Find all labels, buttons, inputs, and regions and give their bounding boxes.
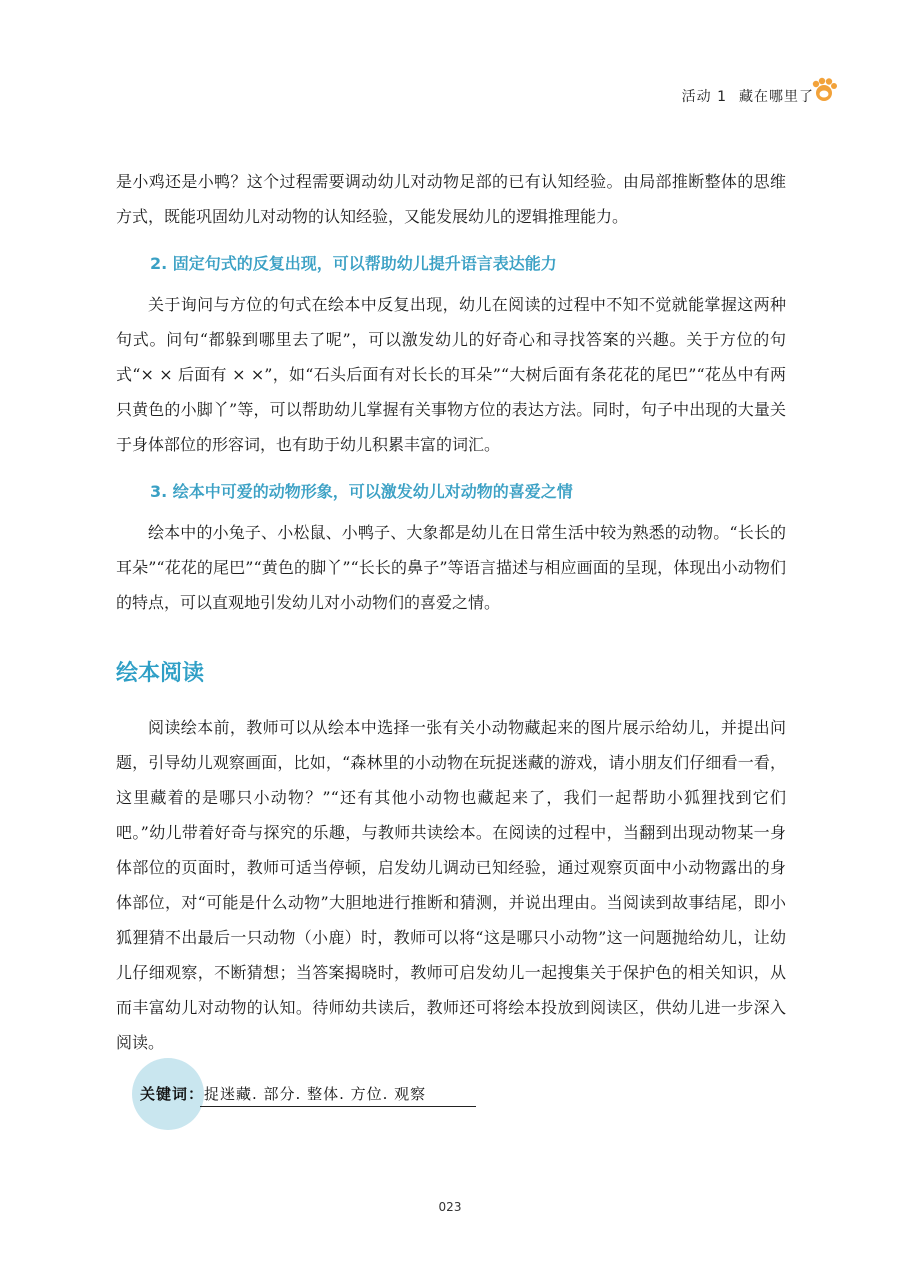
activity-number: 活动 1 <box>681 89 727 105</box>
running-header <box>682 86 814 106</box>
paragraph-3: 绘本中的小兔子、小松鼠、小鸭子、大象都是幼儿在日常生活中较为熟悉的动物。“长长的耳朵”“花花的尾巴”“黄色的脚丫”“长长的鼻子”等语言描述与相应画面的呈现，体现出小动物们的特点，可以直观地引发幼儿对小动物们的喜爱之情。 <box>116 523 786 612</box>
keywords-box <box>128 1058 548 1138</box>
paw-icon <box>810 76 838 104</box>
activity-title: 藏在哪里了 <box>739 89 814 105</box>
page-number: 023 <box>438 1200 462 1214</box>
subheading-3: 3. 绘本中可爱的动物形象，可以激发幼儿对动物的喜爱之情 <box>150 482 573 501</box>
section-heading-reading: 绘本阅读 <box>116 661 205 686</box>
page-body <box>116 164 786 1060</box>
keywords-list: 捉迷藏. 部分. 整体. 方位. 观察 <box>204 1085 427 1103</box>
paragraph-2: 关于询问与方位的句式在绘本中反复出现，幼儿在阅读的过程中不知不觉就能掌握这两种句式。问句“都躲到哪里去了呢”，可以激发幼儿的好奇心和寻找答案的兴趣。关于方位的句式“× × 后面有 × ×”，如“石头后面有对长长的耳朵”“大树后面有条花花的尾巴”“花丛中有两只黄色的小脚丫”等，可以帮助幼儿掌握有关事物方位的表达方法。同时，句子中出现的大量关于身体部位的形容词，也有助于幼儿积累丰富的词汇。 <box>116 295 786 454</box>
paragraph-4: 阅读绘本前，教师可以从绘本中选择一张有关小动物藏起来的图片展示给幼儿，并提出问题，引导幼儿观察画面，比如，“森林里的小动物在玩捉迷藏的游戏，请小朋友们仔细看一看，这里藏着的是哪只小动物？”“还有其他小动物也藏起来了，我们一起帮助小狐狸找到它们吧。”幼儿带着好奇与探究的乐趣，与教师共读绘本。在阅读的过程中，当翻到出现动物某一身体部位的页面时，教师可适当停顿，启发幼儿调动已知经验，通过观察页面中小动物露出的身体部位，对“可能是什么动物”大胆地进行推断和猜测，并说出理由。当阅读到故事结尾，即小狐狸猜不出最后一只动物（小鹿）时，教师可以将“这是哪只小动物”这一问题抛给幼儿，让幼儿仔细观察，不断猜想；当答案揭晓时，教师可启发幼儿一起搜集关于保护色的相关知识，从而丰富幼儿对动物的认知。待师幼共读后，教师还可将绘本投放到阅读区，供幼儿进一步深入阅读。 <box>116 718 786 1052</box>
subheading-2: 2. 固定句式的反复出现，可以帮助幼儿提升语言表达能力 <box>150 254 557 273</box>
keywords-underline <box>200 1106 476 1107</box>
keywords-line <box>140 1083 426 1104</box>
paragraph-1: 是小鸡还是小鸭？这个过程需要调动幼儿对动物足部的已有认知经验。由局部推断整体的思维方式，既能巩固幼儿对动物的认知经验，又能发展幼儿的逻辑推理能力。 <box>116 172 786 226</box>
keywords-label: 关键词： <box>140 1085 205 1103</box>
